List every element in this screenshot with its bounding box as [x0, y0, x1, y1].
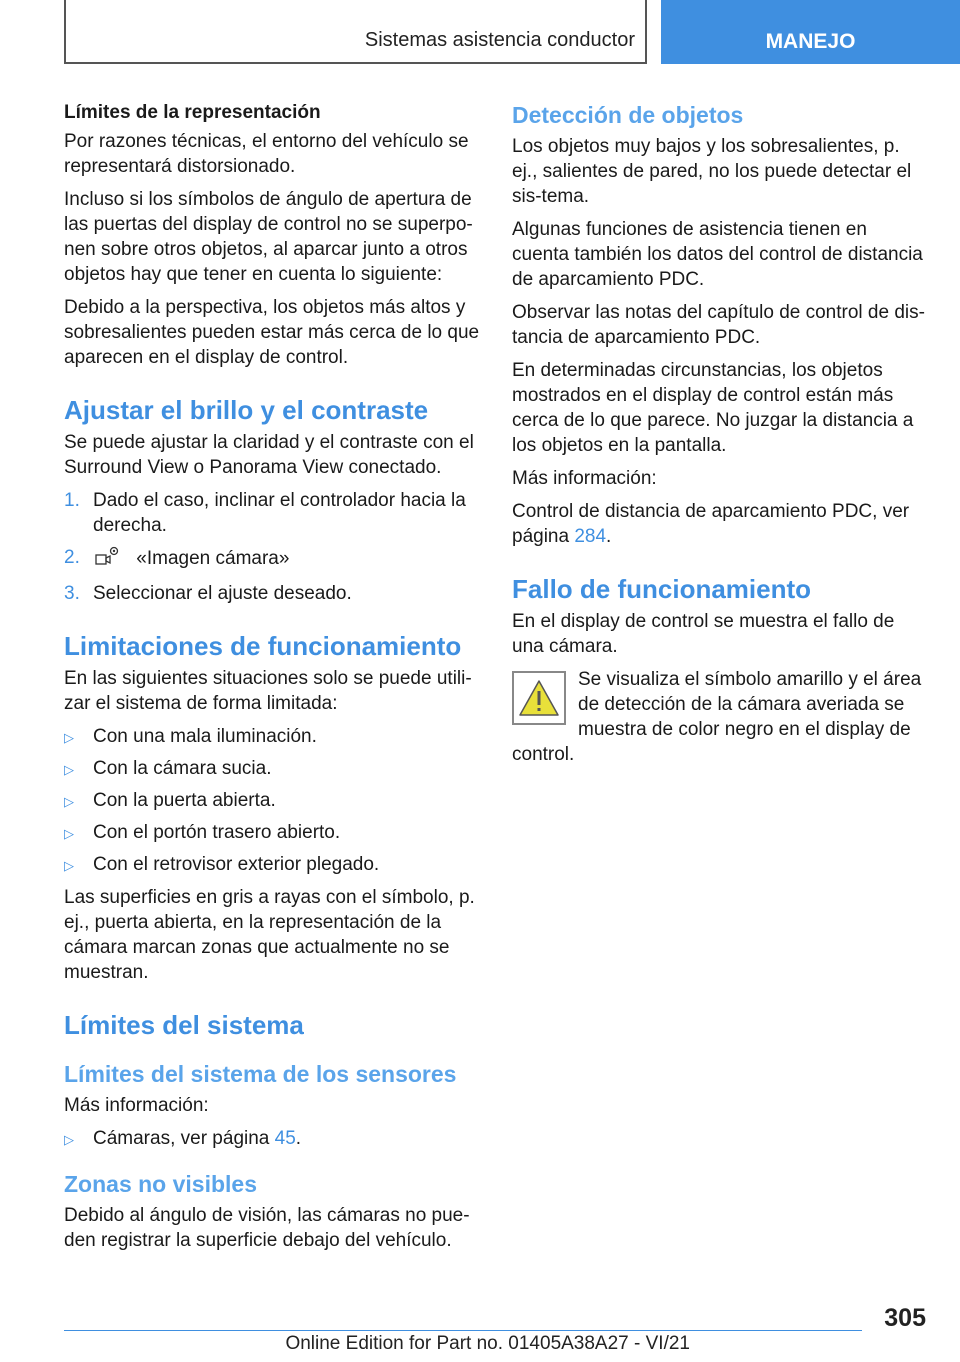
step-text: Dado el caso, inclinar el controlador hacia la derecha. [93, 490, 466, 536]
chapter-label: MANEJO [765, 30, 856, 53]
right-column [512, 100, 928, 775]
list-item-text: Con una mala iluminación. [93, 726, 317, 747]
limits-paragraph-1: Por razones técnicas, el entorno del vehículo se representará distorsionado. [64, 131, 469, 177]
object-detection-heading: Detección de objetos [512, 102, 744, 128]
section-title: Sistemas asistencia conductor [364, 29, 635, 51]
failure-paragraph-1: En el display de control se muestra el fallo de una cámara. [512, 611, 895, 657]
non-visible-zones-heading: Zonas no visibles [64, 1171, 257, 1197]
page-number: 305 [884, 1304, 926, 1332]
triangle-bullet-icon: ▷ [64, 1132, 74, 1147]
triangle-bullet-icon: ▷ [64, 794, 74, 809]
zones-paragraph: Debido al ángulo de visión, las cámaras no pue-den registrar la superficie debajo del vehículo. [64, 1205, 470, 1251]
edition-info: Online Edition for Part no. 01405A38A27 - VI/21 [285, 1333, 690, 1354]
detection-paragraph-3: Observar las notas del capítulo de control de dis-tancia de aparcamiento PDC. [512, 302, 925, 348]
list-item-text: Con el retrovisor exterior plegado. [93, 854, 380, 875]
detection-paragraph-5: Más información: [512, 468, 657, 489]
detection-paragraph-1: Los objetos muy bajos y los sobresalientes, p. ej., salientes de pared, no los puede detectar el sis-tema. [512, 136, 912, 207]
limits-paragraph-2: Incluso si los símbolos de ángulo de apertura de las puertas del display de control no se superpo-nen sobre otros objetos, al aparcar junto a otros objetos hay que tener en cuenta lo siguiente: [64, 189, 473, 285]
detection-paragraph-2: Algunas funciones de asistencia tienen en cuenta también los datos del control de distancia de aparcamiento PDC. [512, 219, 923, 290]
list-item [64, 724, 480, 749]
paragraph-end: . [606, 526, 612, 547]
triangle-bullet-icon: ▷ [64, 826, 74, 841]
step-number: 3. [64, 583, 80, 604]
triangle-bullet-icon: ▷ [64, 858, 74, 873]
limits-paragraph-3: Debido a la perspectiva, los objetos más altos y sobresalientes pueden estar más cerca de lo que aparecen en el display de control. [64, 297, 480, 368]
detection-paragraph-4: En determinadas circunstancias, los objetos mostrados en el display de control están más cerca de lo que parece. No juzgar la distancia a los objetos en la pantalla. [512, 360, 914, 456]
triangle-bullet-icon: ▷ [64, 762, 74, 777]
triangle-bullet-icon: ▷ [64, 730, 74, 745]
page-link-284[interactable]: 284 [574, 526, 607, 547]
list-item [64, 488, 480, 538]
step-number: 2. [64, 547, 80, 568]
list-item-text: Cámaras, ver página [93, 1128, 275, 1149]
list-item [64, 545, 480, 574]
step-number: 1. [64, 490, 80, 511]
functional-limits-heading: Limitaciones de funcionamiento [64, 631, 462, 661]
list-item [64, 852, 480, 877]
sensor-limits-heading: Límites del sistema de los sensores [64, 1061, 457, 1087]
left-column [64, 100, 480, 1261]
warning-block [512, 667, 928, 767]
functional-list [64, 724, 480, 877]
warning-triangle-icon [512, 671, 566, 725]
functional-paragraph-2: Las superficies en gris a rayas con el símbolo, p. ej., puerta abierta, en la representación de la cámara marcan zonas que actualmente no se muestran. [64, 887, 475, 983]
list-item-end: . [295, 1128, 302, 1149]
functional-paragraph: En las siguientes situaciones solo se puede utili-zar el sistema de forma limitada: [64, 668, 472, 714]
brightness-heading: Ajustar el brillo y el contraste [64, 395, 429, 425]
list-item-text: Con el portón trasero abierto. [93, 822, 341, 843]
malfunction-heading: Fallo de funcionamiento [512, 574, 812, 604]
detection-paragraph-6 [512, 499, 928, 549]
sensors-paragraph: Más información: [64, 1095, 209, 1116]
list-item [64, 756, 480, 781]
chapter-tab [661, 0, 960, 64]
list-item-text: Con la cámara sucia. [93, 758, 272, 779]
paragraph-text: Control de distancia de aparcamiento PDC, ver página [512, 501, 910, 547]
list-item [64, 820, 480, 845]
failure-paragraph-2: Se visualiza el símbolo amarillo y el área de detección de la cámara averiada se muestra de color negro en el display de control. [512, 669, 922, 765]
list-item [64, 1126, 480, 1151]
page-link-45[interactable]: 45 [274, 1128, 296, 1149]
sensors-list [64, 1126, 480, 1151]
system-limits-heading: Límites del sistema [64, 1010, 304, 1040]
brightness-steps [64, 488, 480, 606]
step-text: «Imagen cámara» [136, 548, 290, 569]
footer-divider [64, 1330, 862, 1331]
step-text: Seleccionar el ajuste deseado. [93, 583, 352, 604]
camera-settings-icon [93, 545, 121, 574]
limits-heading: Límites de la representación [64, 102, 321, 123]
list-item-text: Con la puerta abierta. [93, 790, 276, 811]
list-item [64, 581, 480, 606]
brightness-paragraph: Se puede ajustar la claridad y el contraste con el Surround View o Panorama View conectado. [64, 432, 474, 478]
list-item [64, 788, 480, 813]
